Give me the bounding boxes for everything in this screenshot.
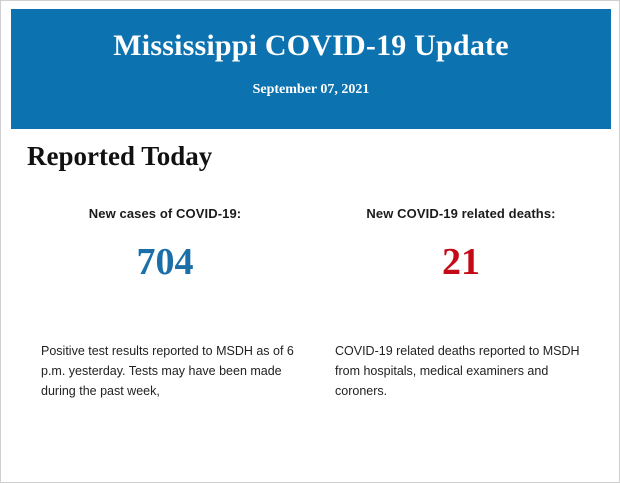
stat-label-new-cases: New cases of COVID-19: — [88, 206, 242, 221]
stat-label-new-deaths: New COVID-19 related deaths: — [366, 206, 556, 221]
report-date: September 07, 2021 — [252, 82, 370, 97]
header-banner — [11, 9, 611, 129]
stat-value-new-cases: 704 — [136, 241, 194, 283]
stat-description-new-deaths: COVID-19 related deaths reported to MSDH from hospitals, medical examiners and coroners. — [335, 344, 580, 398]
stats-row — [15, 206, 607, 401]
stat-card-new-deaths — [311, 206, 607, 401]
section-heading: Reported Today — [27, 141, 213, 171]
page-title: Mississippi COVID-19 Update — [113, 29, 509, 62]
stat-value-new-deaths: 21 — [442, 241, 480, 283]
stat-card-new-cases — [15, 206, 311, 401]
stat-description-new-cases: Positive test results reported to MSDH as of 6 p.m. yesterday. Tests may have been made during the past week, — [41, 344, 294, 398]
